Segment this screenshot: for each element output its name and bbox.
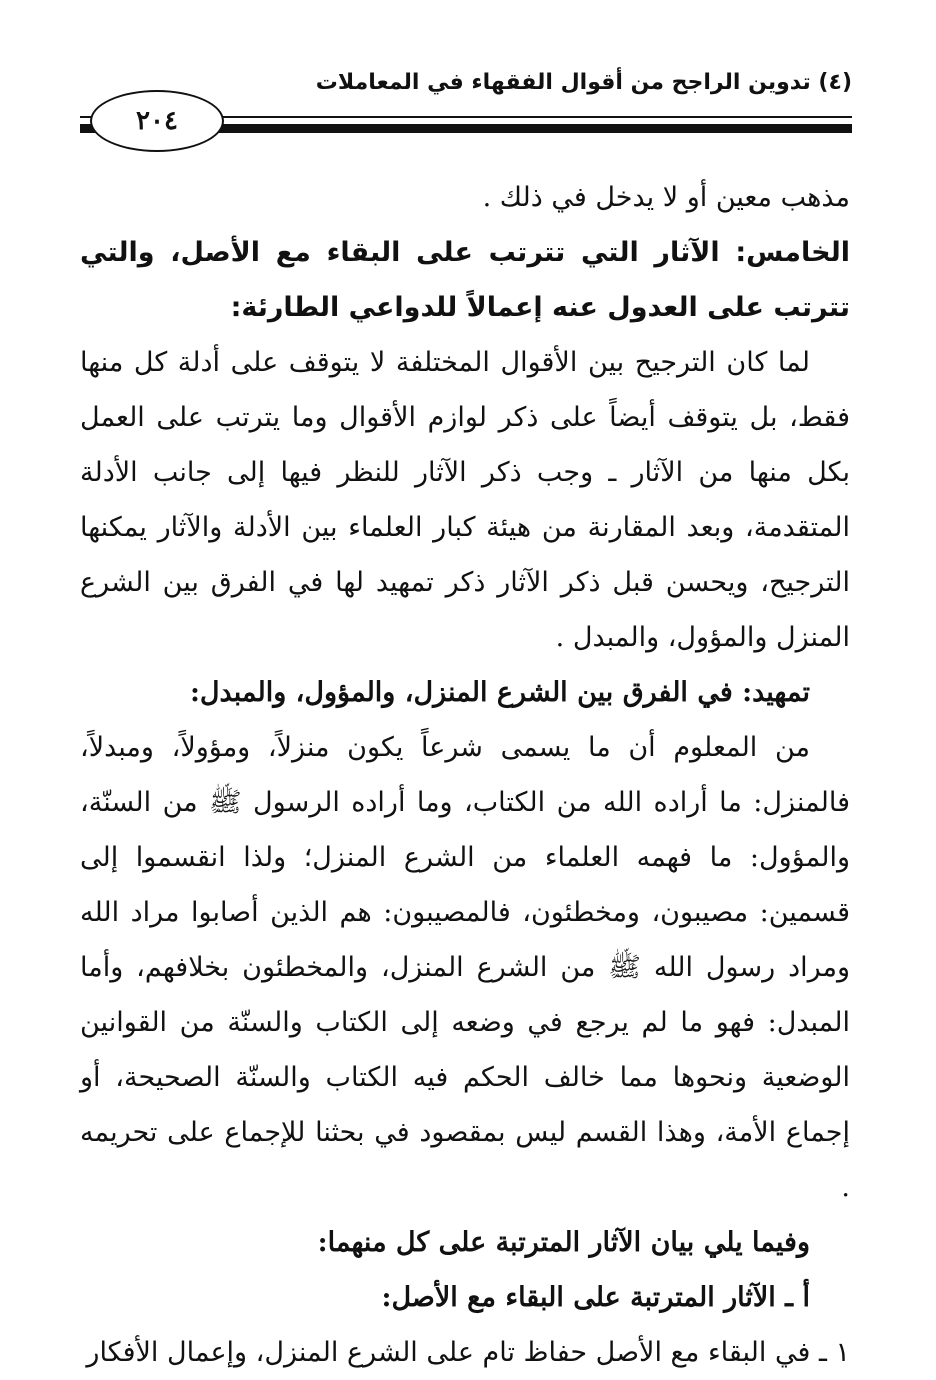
- subheading-effects-intro: وفيما يلي بيان الآثار المترتبة على كل منهما:: [317, 1227, 810, 1258]
- list-item-1: ١ ـ في البقاء مع الأصل حفاظ تام على الشرع المنزل، وإعمال الأفكار: [86, 1337, 850, 1368]
- paragraph-definitions: من المعلوم أن ما يسمى شرعاً يكون منزلاً، ومؤولاً، ومبدلاً، فالمنزل: ما أراده الله من الكتاب، وما أراده الرسول ﷺ من السنّة، والمؤول: ما فهمه العلماء من الشرع المنزل؛ ولذا انقسموا إلى قسمين: مصيبون، ومخطئون، فالمصيبون: هم الذين أصابوا مراد الله ومراد رسول الله ﷺ من الشرع المنزل، والمخطئون بخلافهم، وأما المبدل: فهو ما لم يرجع في وضعه إلى الكتاب والسنّة من القوانين الوضعية ونحوها مما خالف الحكم فيه الكتاب والسنّة الصحيحة، أو إجماع الأمة، وهذا القسم ليس بمقصود في بحثنا للإجماع على تحريمه .: [80, 732, 850, 1203]
- running-title: (٤) تدوين الراجح من أقوال الفقهاء في المعاملات: [315, 70, 852, 95]
- page-body: [80, 170, 850, 1380]
- page-header: [80, 60, 852, 150]
- paragraph-continuation: مذهب معين أو لا يدخل في ذلك .: [482, 182, 850, 213]
- paragraph-intro: لما كان الترجيح بين الأقوال المختلفة لا يتوقف على أدلة كل منها فقط، بل يتوقف أيضاً على ذكر لوازم الأقوال وما يترتب على العمل بكل منها من الآثار ـ وجب ذكر الآثار للنظر فيها إلى جانب الأدلة المتقدمة، وبعد المقارنة من هيئة كبار العلماء بين الأدلة والآثار يمكنها الترجيح، ويحسن قبل ذكر الآثار ذكر تمهيد لها في الفرق بين الشرع المنزل والمؤول، والمبدل .: [80, 347, 850, 653]
- subheading-preface: تمهيد: في الفرق بين الشرع المنزل، والمؤول، والمبدل:: [189, 677, 810, 708]
- page-number: ٢٠٤: [90, 90, 224, 152]
- section-heading-fifth: الخامس: الآثار التي تترتب على البقاء مع الأصل، والتي تترتب على العدول عنه إعمالاً للدواعي الطارئة:: [80, 237, 850, 323]
- subheading-effects-a: أ ـ الآثار المترتبة على البقاء مع الأصل:: [381, 1282, 810, 1313]
